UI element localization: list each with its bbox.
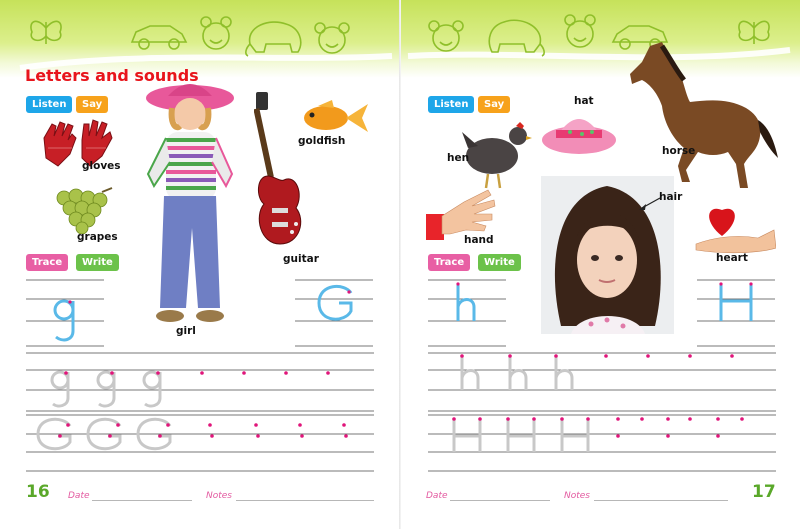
footer-notes-label: Notes [564, 491, 590, 501]
goldfish-picture [298, 98, 370, 138]
trace-box-capital-g [295, 279, 373, 347]
say-chip: Say [76, 96, 108, 113]
footer-date-line [450, 500, 550, 501]
word-gloves: gloves [82, 160, 121, 172]
listen-chip: Listen [428, 96, 474, 113]
page-gutter [399, 0, 401, 529]
word-hen: hen [447, 152, 470, 164]
hat-picture [540, 108, 618, 156]
hand-picture [426, 186, 496, 240]
heart-picture [694, 204, 776, 254]
writing-row-capital-g [26, 414, 374, 472]
horse-picture [628, 40, 780, 192]
footer-date-line [92, 500, 192, 501]
word-heart: heart [716, 252, 748, 264]
butterfly-icon [26, 14, 66, 50]
listen-chip: Listen [26, 96, 72, 113]
trace-box-capital-h [697, 279, 775, 347]
write-chip: Write [478, 254, 521, 271]
car-icon [128, 18, 190, 52]
trace-chip: Trace [428, 254, 470, 271]
footer-notes-line [594, 500, 728, 501]
trace-box-lowercase-h [428, 279, 506, 347]
page-title: Letters and sounds [25, 66, 199, 85]
girl-picture [140, 78, 240, 330]
hen-picture [462, 118, 532, 190]
grapes-picture [50, 186, 118, 234]
kid-face-icon [198, 14, 234, 56]
footer-date-label: Date [426, 491, 448, 501]
word-goldfish: goldfish [298, 135, 346, 147]
kid-face-icon [562, 12, 598, 54]
word-hand: hand [464, 234, 494, 246]
kid-face-icon [428, 16, 464, 58]
footer-notes-label: Notes [206, 491, 232, 501]
footer-notes-line [236, 500, 374, 501]
writing-row-lowercase-h [428, 352, 776, 412]
word-girl: girl [176, 325, 196, 337]
kid-face-icon [314, 18, 350, 60]
word-grapes: grapes [77, 231, 118, 243]
word-horse: horse [662, 145, 696, 157]
writing-row-capital-h [428, 414, 776, 472]
word-hat: hat [574, 95, 594, 107]
page-number-left: 16 [26, 482, 50, 502]
say-chip: Say [478, 96, 510, 113]
write-chip: Write [76, 254, 119, 271]
page-number-right: 17 [752, 482, 776, 502]
writing-row-lowercase-g [26, 352, 374, 412]
trace-chip: Trace [26, 254, 68, 271]
word-hair: hair [659, 191, 683, 203]
elephant-icon [480, 12, 550, 58]
word-guitar: guitar [283, 253, 319, 265]
footer-date-label: Date [68, 491, 90, 501]
trace-box-lowercase-g [26, 279, 104, 347]
elephant-icon [240, 14, 310, 58]
